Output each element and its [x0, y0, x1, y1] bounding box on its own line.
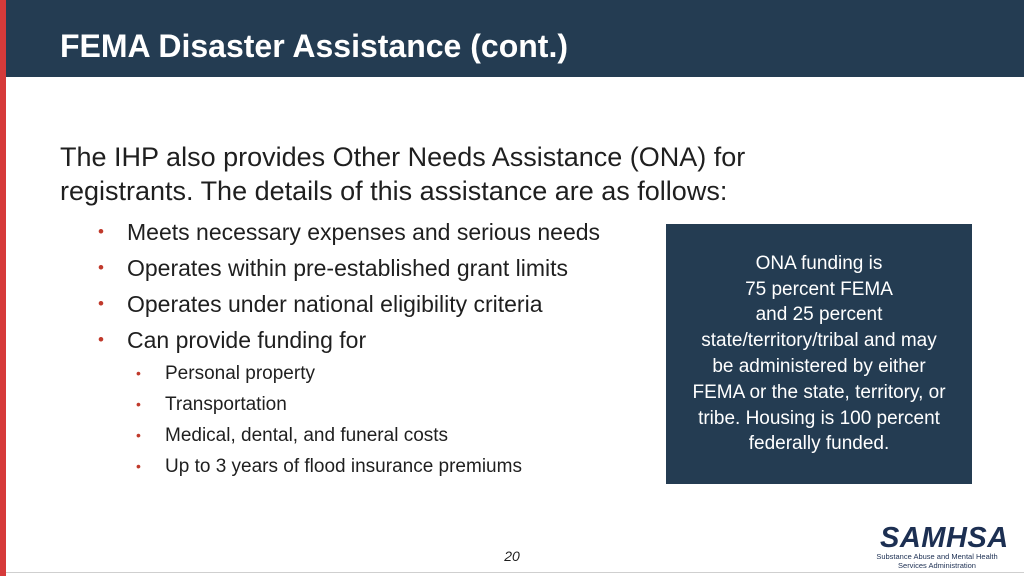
- bullet-marker-icon: •: [136, 427, 141, 443]
- slide-title: FEMA Disaster Assistance (cont.): [60, 28, 568, 64]
- bullet-marker-icon: •: [98, 258, 104, 277]
- bullet-marker-icon: •: [136, 365, 141, 381]
- logo-wordmark: SAMHSA: [880, 522, 1009, 554]
- bullet-item: [98, 250, 668, 286]
- callout-line: ONA funding is: [755, 252, 883, 274]
- slide-header: [6, 0, 1024, 77]
- bullet-item: [98, 214, 668, 250]
- callout-line: tribe. Housing is 100 percent: [698, 407, 940, 429]
- sub-bullet-item: [136, 389, 656, 420]
- sub-bullet-item: [136, 420, 656, 451]
- samhsa-logo: [872, 522, 1009, 570]
- bullet-item: [98, 322, 668, 358]
- footer-divider: [6, 572, 1024, 573]
- bullet-text: Operates under national eligibility criteria: [127, 291, 543, 317]
- bullet-marker-icon: •: [136, 458, 141, 474]
- callout-line: be administered by either: [712, 356, 926, 377]
- bullet-item: [98, 286, 668, 322]
- callout-line: federally funded.: [748, 433, 890, 455]
- bullet-marker-icon: •: [98, 294, 104, 313]
- callout-line: state/territory/tribal and may: [701, 330, 937, 352]
- logo-tagline-line: Substance Abuse and Mental Health: [876, 552, 998, 561]
- callout-text: [692, 251, 945, 457]
- logo-tagline: [872, 552, 1002, 570]
- sub-bullet-text: Personal property: [165, 363, 315, 384]
- callout-line: 75 percent FEMA: [745, 278, 893, 300]
- callout-line: and 25 percent: [755, 304, 883, 326]
- bullet-text: Meets necessary expenses and serious needs: [127, 219, 601, 245]
- sub-bullet-text: Transportation: [165, 394, 287, 415]
- sub-bullet-text: Medical, dental, and funeral costs: [165, 425, 449, 446]
- callout-line: FEMA or the state, territory, or: [692, 381, 946, 403]
- accent-stripe: [0, 0, 6, 576]
- bullet-marker-icon: •: [136, 396, 141, 412]
- intro-paragraph: The IHP also provides Other Needs Assistance (ONA) for registrants. The details of this assistance are as follows:: [60, 142, 746, 206]
- sub-bullet-list: [136, 358, 656, 482]
- sub-bullet-item: [136, 358, 656, 389]
- callout-box: [666, 224, 972, 484]
- bullet-list: [98, 214, 668, 358]
- sub-bullet-text: Up to 3 years of flood insurance premiums: [165, 456, 522, 477]
- page-number: 20: [504, 548, 520, 564]
- sub-bullet-item: [136, 451, 656, 482]
- bullet-text: Can provide funding for: [127, 327, 367, 353]
- bullet-marker-icon: •: [98, 330, 104, 349]
- bullet-marker-icon: •: [98, 222, 104, 241]
- bullet-text: Operates within pre-established grant limits: [127, 255, 569, 281]
- logo-tagline-line: Services Administration: [898, 561, 976, 570]
